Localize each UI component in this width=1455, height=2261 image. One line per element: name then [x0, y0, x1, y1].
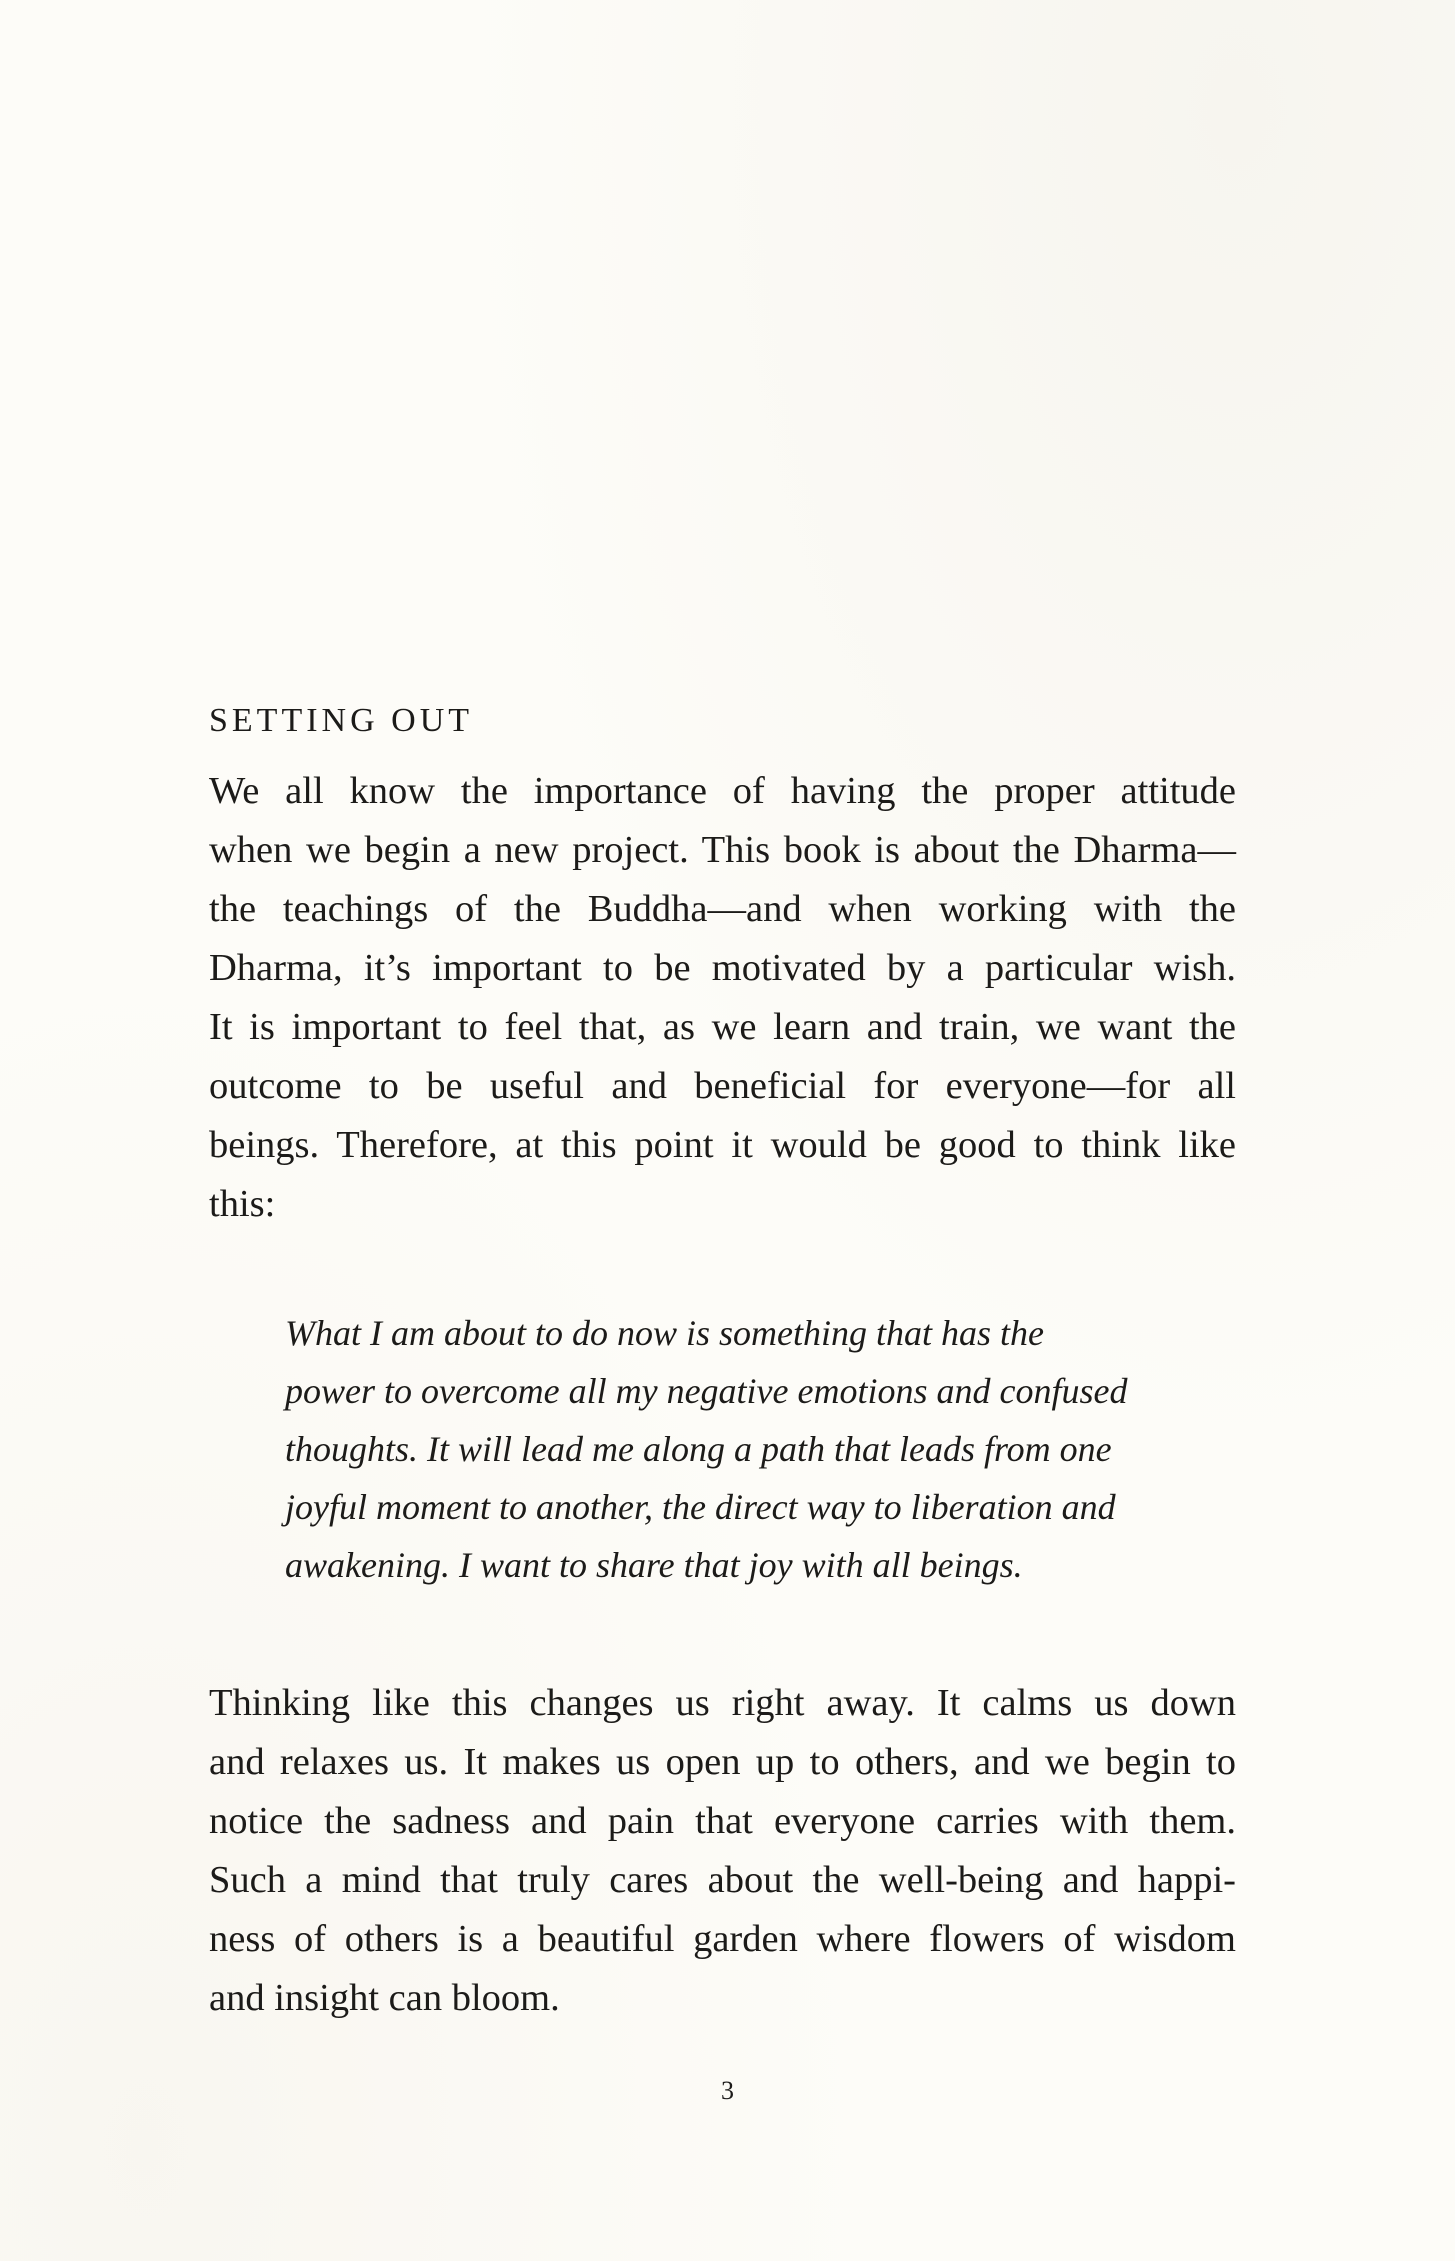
paragraph-line: the teachings of the Buddha—and when working with the — [209, 888, 1236, 930]
motivation-quote — [285, 1304, 1175, 1594]
quote-line: thoughts. It will lead me along a path that leads from one — [285, 1429, 1112, 1469]
paragraph-line: Thinking like this changes us right away. It calms us down — [209, 1682, 1236, 1724]
page-number: 3 — [721, 2076, 734, 2105]
paragraph-line: ness of others is a beautiful garden where flowers of wisdom — [209, 1918, 1236, 1960]
paragraph-line: Such a mind that truly cares about the well-being and happi- — [209, 1859, 1236, 1901]
paragraph-line: outcome to be useful and beneficial for everyone—for all — [209, 1065, 1236, 1107]
paragraph-line: We all know the importance of having the proper attitude — [209, 770, 1236, 812]
quote-line: What I am about to do now is something that has the — [285, 1313, 1044, 1353]
closing-paragraph — [209, 1674, 1236, 2028]
paragraph-line: beings. Therefore, at this point it would be good to think like — [209, 1124, 1236, 1166]
section-heading: SETTING OUT — [209, 702, 474, 739]
paragraph-line: Dharma, it’s important to be motivated by a particular wish. — [209, 947, 1236, 989]
quote-line: power to overcome all my negative emotions and confused — [285, 1371, 1128, 1411]
quote-line: awakening. I want to share that joy with all beings. — [285, 1545, 1023, 1585]
paragraph-line: when we begin a new project. This book is about the Dharma— — [209, 829, 1236, 871]
intro-paragraph — [209, 762, 1236, 1234]
paragraph-line: It is important to feel that, as we learn and train, we want the — [209, 1006, 1236, 1048]
paragraph-line: and relaxes us. It makes us open up to others, and we begin to — [209, 1741, 1236, 1783]
paragraph-line: notice the sadness and pain that everyone carries with them. — [209, 1800, 1236, 1842]
paragraph-line: and insight can bloom. — [209, 1977, 560, 2019]
quote-line: joyful moment to another, the direct way to liberation and — [285, 1487, 1116, 1527]
paragraph-line: this: — [209, 1183, 276, 1225]
